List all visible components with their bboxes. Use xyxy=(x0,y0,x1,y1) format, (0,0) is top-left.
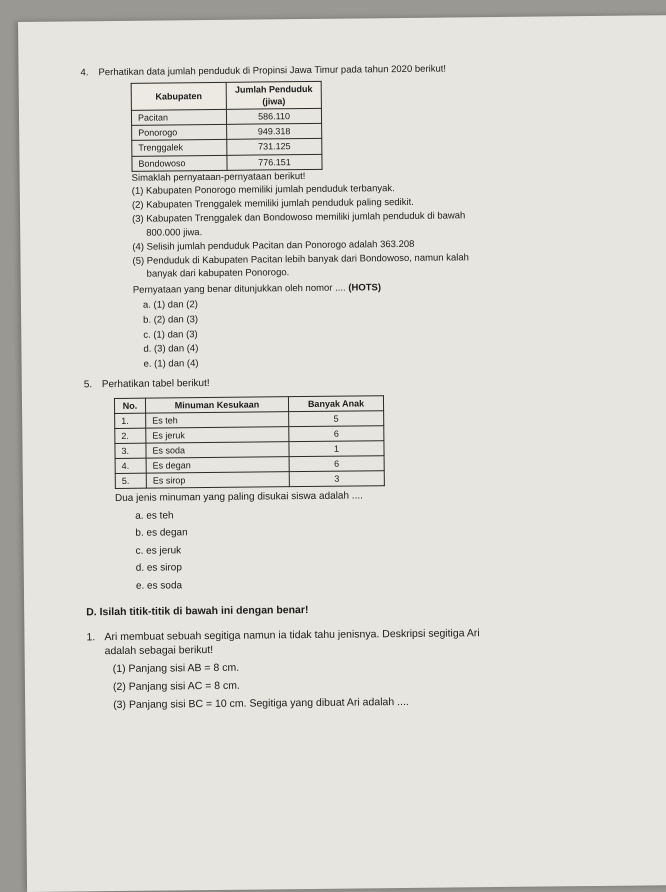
table-cell: 4. xyxy=(115,458,146,473)
table-header: Minuman Kesukaan xyxy=(145,396,288,413)
question-4 xyxy=(80,61,643,372)
table-cell: Ponorogo xyxy=(132,125,227,141)
table-header: Jumlah Penduduk (jiwa) xyxy=(226,81,321,109)
table-cell: 586.110 xyxy=(226,108,321,124)
table-cell: 776.151 xyxy=(227,154,322,170)
table-cell: 1 xyxy=(289,441,384,457)
answer-option[interactable]: e. es soda xyxy=(135,580,183,592)
statement: (5) Penduduk di Kabupaten Pacitan lebih banyak dari Bondowoso, namun kalah xyxy=(132,251,469,267)
statement: 800.000 jiwa. xyxy=(146,226,203,239)
drinks-table xyxy=(114,395,385,490)
table-cell: 5. xyxy=(115,473,146,488)
table-cell: Es degan xyxy=(146,457,289,474)
question-5 xyxy=(84,372,646,593)
answer-option[interactable]: a. (1) dan (2) xyxy=(142,299,198,311)
question-5-number: 5. xyxy=(83,379,93,391)
table-cell: 6 xyxy=(289,456,384,472)
question-4-number: 4. xyxy=(80,67,89,79)
question-5-options xyxy=(135,504,646,593)
table-cell: Pacitan xyxy=(131,109,226,125)
answer-option[interactable]: c. es jeruk xyxy=(135,545,182,557)
table-cell: 3 xyxy=(289,471,384,487)
statement: (1) Kabupaten Ponorogo memiliki jumlah penduduk terbanyak. xyxy=(131,183,395,198)
answer-option[interactable]: b. es degan xyxy=(135,527,188,540)
table-cell: 6 xyxy=(289,426,384,442)
population-table xyxy=(131,81,323,172)
table-row xyxy=(132,154,322,171)
answer-option[interactable]: d. (3) dan (4) xyxy=(143,343,199,356)
worksheet-page xyxy=(18,15,666,892)
answer-option[interactable]: a. es teh xyxy=(135,510,174,522)
table-cell: 1. xyxy=(115,413,146,428)
table-cell: Es teh xyxy=(146,411,289,428)
table-cell: Bondowoso xyxy=(132,155,227,171)
triangle-condition: (1) Panjang sisi AB = 8 cm. xyxy=(112,661,240,675)
answer-option[interactable]: c. (1) dan (3) xyxy=(143,328,198,341)
hots-label: (HOTS) xyxy=(348,282,382,294)
answer-option[interactable]: b. (2) dan (3) xyxy=(143,313,199,326)
table-cell: Es soda xyxy=(146,442,289,459)
section-d-question-1-text: Ari membuat sebuah segitiga namun ia tidak tahu jenisnya. Deskripsi segitiga Ari xyxy=(104,626,480,643)
table-cell: 5 xyxy=(289,410,384,426)
table-header: Kabupaten xyxy=(131,82,226,110)
table-cell: 949.318 xyxy=(227,124,322,140)
table-cell: 731.125 xyxy=(227,139,322,155)
triangle-condition: (2) Panjang sisi AC = 8 cm. xyxy=(112,679,240,694)
table-row xyxy=(115,471,384,489)
instruction: Simaklah pernyataan-pernyataan berikut! xyxy=(131,170,306,184)
table-cell: Trenggalek xyxy=(132,140,227,156)
table-header: Banyak Anak xyxy=(288,395,383,411)
section-d-question-1 xyxy=(86,624,647,713)
table-cell: Es jeruk xyxy=(146,426,289,443)
statement: (4) Selisih jumlah penduduk Pacitan dan Ponorogo adalah 363.208 xyxy=(132,238,415,253)
table-cell: Es sirop xyxy=(146,472,289,489)
question-text: Pernyataan yang benar ditunjukkan oleh nomor .... xyxy=(132,282,346,296)
question-4-options xyxy=(143,294,644,371)
question-5-prompt: Perhatikan tabel berikut! xyxy=(101,378,210,391)
section-d-question-1-text-continued: adalah sebagai berikut! xyxy=(104,643,214,657)
question-5-text: Dua jenis minuman yang paling disukai siswa adalah .... xyxy=(114,490,363,505)
table-cell: 2. xyxy=(115,428,146,443)
worksheet-content xyxy=(80,61,647,712)
statement: (3) Kabupaten Trenggalek dan Bondowoso memiliki jumlah penduduk di bawah xyxy=(132,210,466,225)
triangle-condition: (3) Panjang sisi BC = 10 cm. Segitiga yang dibuat Ari adalah .... xyxy=(113,696,409,712)
answer-option[interactable]: d. es sirop xyxy=(135,562,182,575)
section-d-title: D. Isilah titik-titik di bawah ini dengan benar! xyxy=(86,604,309,619)
statement: banyak dari kabupaten Ponorogo. xyxy=(146,267,290,281)
statements-block xyxy=(132,167,643,298)
question-4-prompt: Perhatikan data jumlah penduduk di Propinsi Jawa Timur pada tahun 2020 berikut! xyxy=(98,63,447,79)
section-d-question-1-number: 1. xyxy=(86,630,96,643)
table-cell: 3. xyxy=(115,443,146,458)
answer-option[interactable]: e. (1) dan (4) xyxy=(143,358,199,370)
statement: (2) Kabupaten Trenggalek memiliki jumlah penduduk paling sedikit. xyxy=(131,197,414,212)
table-header: No. xyxy=(114,398,145,413)
